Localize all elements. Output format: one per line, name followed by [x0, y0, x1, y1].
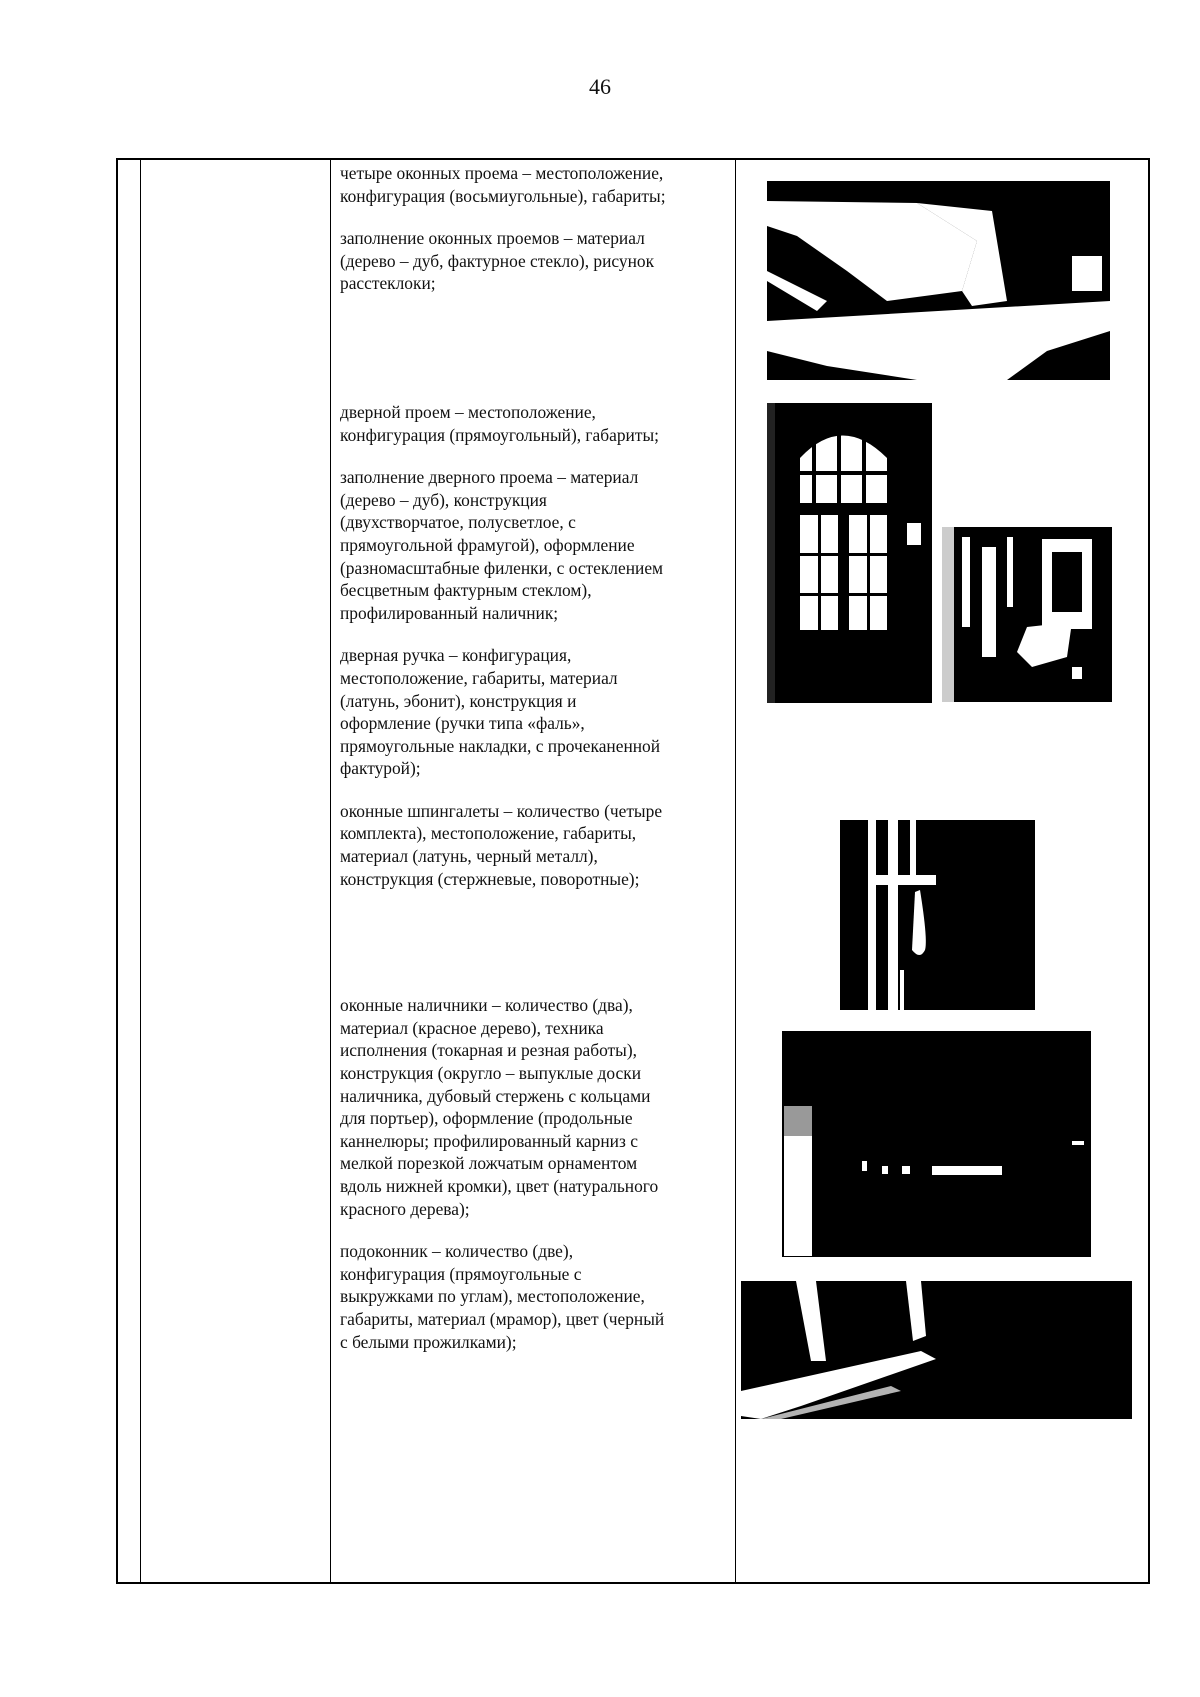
- entry-line: конфигурация (прямоугольные с: [340, 1263, 582, 1284]
- entry-line: для портьер), оформление (продольные: [340, 1108, 633, 1129]
- column-divider-3: [735, 160, 736, 1582]
- entry-line: оформление (ручки типа «фаль»,: [340, 713, 585, 734]
- entry-window-openings: [340, 162, 730, 207]
- entry-line: заполнение оконных проемов – материал: [340, 228, 645, 249]
- entry-line: (дерево – дуб, фактурное стекло), рисунок: [340, 250, 655, 271]
- entry-window-casings: [340, 994, 730, 1220]
- photo-windowsill: [741, 1281, 1132, 1419]
- entry-line: материал (латунь, черный металл),: [340, 846, 598, 867]
- photo-window-latches: [840, 820, 1035, 1010]
- entry-line: исполнения (токарная и резная работы),: [340, 1040, 637, 1061]
- photo-window-casing: [782, 1031, 1091, 1257]
- entry-line: (разномасштабные филенки, с остеклением: [340, 557, 664, 578]
- photo-door-handle: [942, 527, 1112, 702]
- entry-line: заполнение дверного проема – материал: [340, 467, 639, 488]
- entry-line: фактурой);: [340, 758, 421, 779]
- entry-line: конфигурация (прямоугольный), габариты;: [340, 424, 659, 445]
- entry-door-handle: [340, 644, 730, 780]
- entry-line: оконные наличники – количество (два),: [340, 995, 633, 1016]
- entry-door-fill: [340, 466, 730, 624]
- entry-windowsill: [340, 1240, 730, 1353]
- entry-window-fill: [340, 227, 730, 295]
- entry-door-opening: [340, 401, 730, 446]
- entry-line: местоположение, габариты, материал: [340, 667, 618, 688]
- entry-line: (двухстворчатое, полусветлое, с: [340, 512, 576, 533]
- entry-window-latches: [340, 800, 730, 890]
- entry-line: конструкция (стержневые, поворотные);: [340, 868, 640, 889]
- entry-line: наличника, дубовый стержень с кольцами: [340, 1085, 651, 1106]
- entry-line: конструкция (округло – выпуклые доски: [340, 1063, 642, 1084]
- entry-line: вдоль нижней кромки), цвет (натурального: [340, 1176, 659, 1196]
- column-divider-2: [330, 160, 331, 1582]
- entry-line: прямоугольной фрамугой), оформление: [340, 534, 635, 555]
- entry-line: конфигурация (восьмиугольные), габариты;: [340, 185, 666, 206]
- entry-line: оконные шпингалеты – количество (четыре: [340, 800, 663, 821]
- entry-line: прямоугольные накладки, с прочеканенной: [340, 735, 661, 756]
- entry-line: дверной проем – местоположение,: [340, 401, 596, 422]
- entry-line: профилированный наличник;: [340, 602, 559, 623]
- photo-window-opening: [767, 181, 1110, 380]
- entry-line: (дерево – дуб), конструкция: [340, 489, 547, 510]
- page-number: 46: [589, 74, 611, 99]
- entry-line: выкружками по углам), местоположение,: [340, 1286, 645, 1307]
- entry-line: дверная ручка – конфигурация,: [340, 645, 572, 666]
- entry-line: расстеклоки;: [340, 273, 436, 294]
- entry-line: четыре оконных проема – местоположение,: [340, 163, 664, 183]
- photo-door: [767, 403, 932, 703]
- entry-line: красного дерева);: [340, 1198, 470, 1219]
- entry-line: подоконник – количество (две),: [340, 1241, 574, 1262]
- entry-line: каннелюры; профилированный карниз с: [340, 1130, 638, 1151]
- entry-line: мелкой порезкой ложчатым орнаментом: [340, 1153, 638, 1174]
- entry-line: материал (красное дерево), техника: [340, 1017, 604, 1038]
- entry-line: (латунь, эбонит), конструкция и: [340, 690, 577, 711]
- description-column: [340, 162, 730, 1353]
- entry-line: бесцветным фактурным стеклом),: [340, 580, 592, 601]
- entry-line: габариты, материал (мрамор), цвет (черный: [340, 1308, 665, 1329]
- entry-line: с белыми прожилками);: [340, 1331, 517, 1352]
- column-divider-1: [140, 160, 141, 1582]
- entry-line: комплекта), местоположение, габариты,: [340, 823, 637, 844]
